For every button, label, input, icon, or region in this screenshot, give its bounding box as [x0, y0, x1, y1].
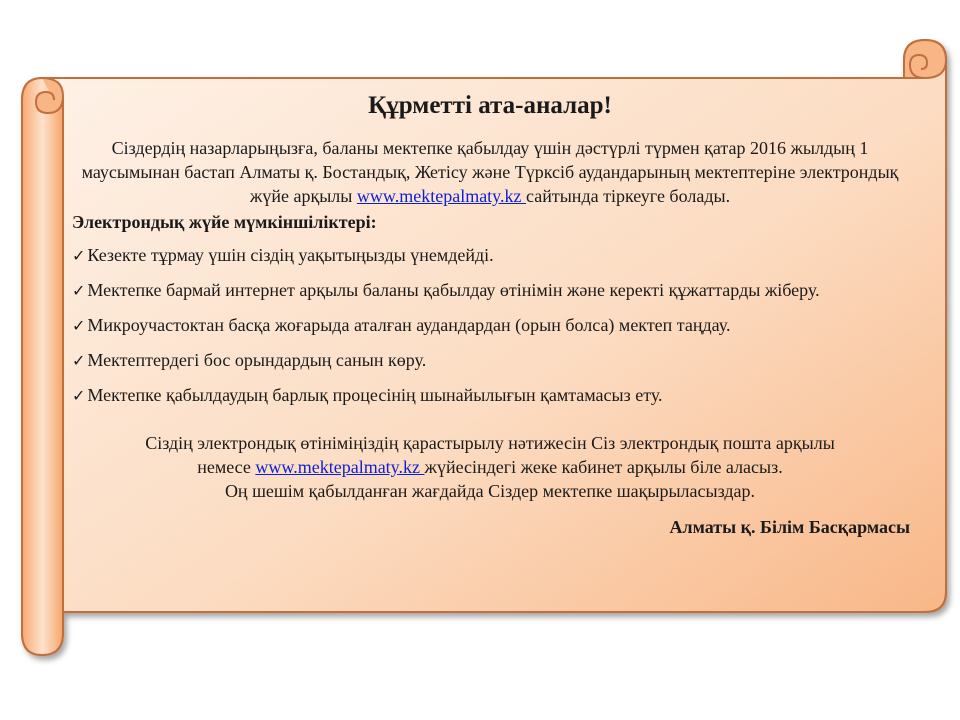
features-heading: Электрондық жүйе мүмкіншіліктері:	[72, 212, 377, 232]
check-icon: ✓	[72, 388, 86, 405]
scroll-content	[70, 92, 910, 538]
check-icon: ✓	[72, 283, 86, 300]
check-icon: ✓	[72, 353, 86, 370]
site-link[interactable]: www.mektepalmaty.kz	[356, 186, 527, 206]
intro-text-after: сайтында тіркеуге болады.	[526, 186, 731, 206]
list-item: ✓ Кезекте тұрмау үшін сіздің уақытыңызды үнемдейді.	[72, 245, 494, 265]
closing-line-1: Сіздің электрондық өтініміңіздің қарастырылу нәтижесін Сіз электрондық пошта арқылы	[145, 433, 835, 453]
check-icon: ✓	[72, 248, 86, 265]
features-list	[70, 243, 910, 409]
page-title: Құрметті ата-аналар!	[368, 92, 612, 119]
signature: Алматы қ. Білім Басқармасы	[669, 517, 910, 537]
closing-line-3: Оң шешім қабылданған жағдайда Сіздер мектепке шақырыласыздар.	[224, 481, 756, 501]
closing-line-2-after: жүйесіндегі жеке кабинет арқылы біле аласыз.	[424, 457, 783, 477]
scroll-left-roll	[22, 78, 63, 655]
intro-text-before: Сіздердің назарларыңызға, баланы мектепке қабылдау үшін дәстүрлі түрмен қатар 2016 жылдың 1 маусымынан бастап Алматы қ. Бостандық, Жетісу және Түрксіб аудандарының мектептеріне электрондық жүйе арқылы	[81, 138, 899, 206]
cabinet-link[interactable]: www.mektepalmaty.kz	[255, 457, 425, 477]
closing-line-2-before: немесе	[197, 457, 256, 477]
check-icon: ✓	[72, 318, 86, 335]
list-item: ✓ Мектепке қабылдаудың барлық процесінің шынайылығын қамтамасыз ету.	[72, 385, 663, 405]
intro-paragraph	[78, 136, 902, 208]
list-item: ✓ Микроучастоктан басқа жоғарыда аталған аудандардан (орын болса) мектеп таңдау.	[72, 315, 731, 335]
list-item: ✓ Мектепке бармай интернет арқылы баланы қабылдау өтінімін және керекті құжаттарды жіберу.	[72, 280, 820, 300]
list-item: ✓ Мектептердегі бос орындардың санын көру.	[72, 350, 427, 370]
closing-paragraph	[70, 431, 910, 503]
